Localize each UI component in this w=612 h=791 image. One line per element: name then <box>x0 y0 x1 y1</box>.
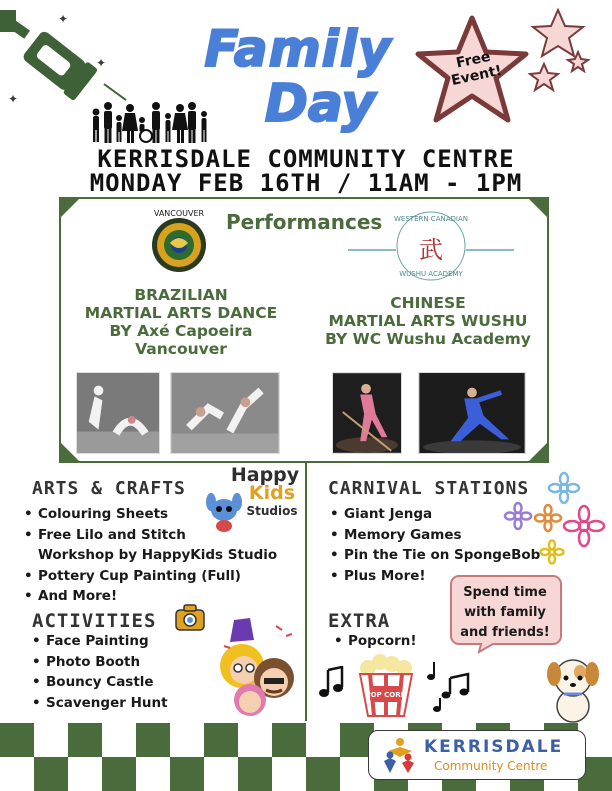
venue-name: KERRISDALE COMMUNITY CENTRE <box>97 145 515 173</box>
list-item: • Colouring Sheets <box>24 506 169 522</box>
section-divider <box>305 463 307 721</box>
list-item: Workshop by HappyKids Studio <box>38 547 278 563</box>
venue-line <box>0 147 612 195</box>
wc-wushu-academy-logo <box>348 206 514 290</box>
list-item: • Giant Jenga <box>330 506 433 522</box>
kerrisdale-people-icon <box>380 735 420 775</box>
event-title-line2: Day <box>264 74 376 134</box>
extra-list <box>334 631 417 652</box>
logo-text: VANCOUVER <box>153 209 205 218</box>
flowers-decoration-icon <box>498 470 610 566</box>
logo-line1: Happy <box>230 464 300 486</box>
logo-text-bottom: WUSHU ACADEMY <box>399 270 463 278</box>
capoeira-vancouver-logo <box>148 207 210 275</box>
list-item: • Memory Games <box>330 526 462 543</box>
music-note-icon <box>318 666 346 698</box>
performances-title: Performances <box>226 210 383 234</box>
event-datetime: MONDAY FEB 16TH / 11AM - 1PM <box>89 169 523 197</box>
list-item: • Free Lilo and Stitch <box>24 526 186 543</box>
wushu-performance-text <box>308 294 548 348</box>
capoeira-performance-text <box>66 286 296 358</box>
speech-bubble-text: Spend time with family and friends! <box>460 585 550 640</box>
popcorn-label: POP CORN <box>365 691 407 699</box>
event-title-line1: Family <box>204 20 392 78</box>
carnival-stations-title: CARNIVAL STATIONS <box>328 478 530 499</box>
activities-title: ACTIVITIES <box>32 610 157 632</box>
list-item: • Pin the Tie on SpongeBob <box>330 547 541 563</box>
activities-list <box>32 631 168 713</box>
list-item: • Scavenger Hunt <box>32 694 168 711</box>
perf-left-line3: BY Axé Capoeira <box>109 322 253 340</box>
free-event-badge: Free Event! <box>449 48 504 89</box>
logo-line2: Kids <box>248 482 296 504</box>
wushu-glyph: 武 <box>419 236 443 264</box>
perf-right-line3: BY WC Wushu Academy <box>325 330 531 348</box>
perf-left-line2: MARTIAL ARTS DANCE <box>84 304 278 322</box>
popcorn-icon <box>350 654 422 718</box>
capoeira-photo-1 <box>76 372 160 454</box>
logo-line3: Studios <box>246 504 298 518</box>
perf-right-line2: MARTIAL ARTS WUSHU <box>328 312 528 330</box>
wushu-photo-1 <box>332 372 402 454</box>
kerrisdale-logo-name: KERRISDALE <box>424 737 564 757</box>
puppy-icon <box>542 650 604 724</box>
decorative-stars-icon <box>518 6 598 102</box>
sparkle-icon: ✦ <box>8 92 19 106</box>
list-item: • Face Painting <box>32 633 149 649</box>
list-item: • Photo Booth <box>32 653 141 670</box>
list-item: • Plus More! <box>330 567 426 584</box>
family-silhouettes-icon <box>88 98 216 144</box>
photo-booth-faces-icon <box>216 616 300 720</box>
list-item: • And More! <box>24 588 118 604</box>
stitch-character-icon <box>206 492 242 532</box>
happy-kids-studios-logo <box>206 462 302 532</box>
arts-crafts-title: ARTS & CRAFTS <box>32 478 186 499</box>
list-item: • Pottery Cup Painting (Full) <box>24 567 241 584</box>
list-item: • Popcorn! <box>334 633 417 649</box>
perf-right-line1: CHINESE <box>390 294 466 312</box>
kerrisdale-logo-subtitle: Community Centre <box>434 759 548 773</box>
perf-left-line4: Vancouver <box>135 340 227 358</box>
music-notes-icon <box>424 660 474 712</box>
list-item: • Bouncy Castle <box>32 674 154 690</box>
capoeira-photo-2 <box>170 372 280 454</box>
sparkle-icon: ✦ <box>96 56 107 70</box>
wushu-photo-2 <box>418 372 526 454</box>
camera-icon <box>174 602 206 632</box>
perf-left-line1: BRAZILIAN <box>134 286 228 304</box>
logo-text-top: WESTERN CANADIAN <box>394 215 468 223</box>
sparkle-icon: ✦ <box>58 12 69 26</box>
extra-title: EXTRA <box>328 610 391 632</box>
